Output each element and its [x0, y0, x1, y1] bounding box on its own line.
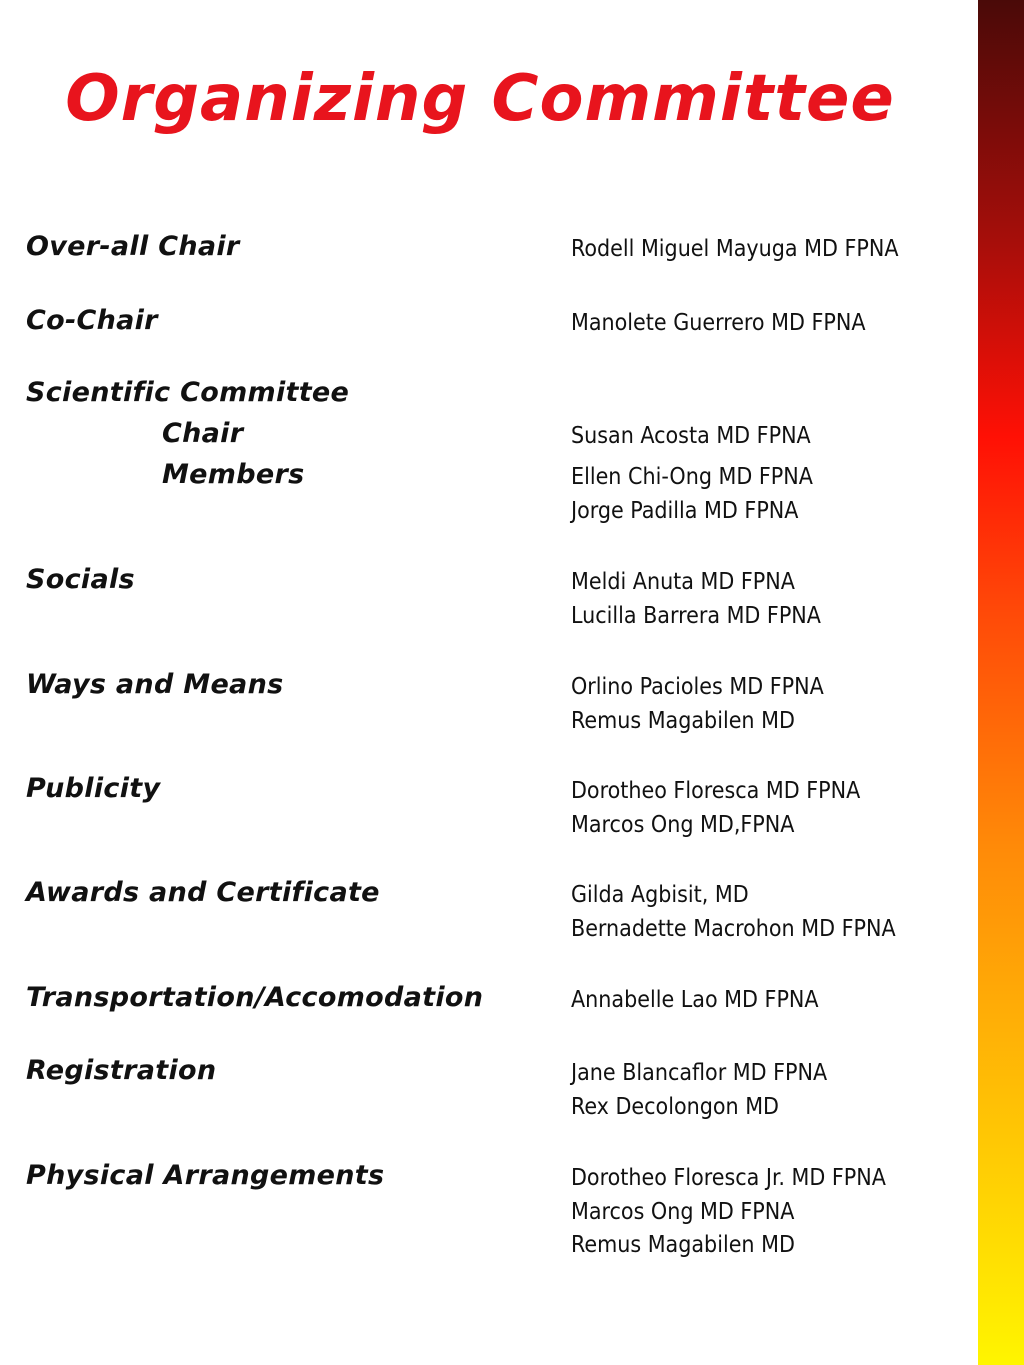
page-title: Organizing Committee	[65, 62, 895, 136]
role-registration: Registration	[26, 1055, 217, 1086]
name-transport-1: Annabelle Lao MD FPNA	[571, 987, 819, 1013]
name-awards-1: Gilda Agbisit, MD	[571, 882, 749, 908]
name-publicity-2: Marcos Ong MD,FPNA	[571, 812, 795, 838]
name-scientific-member-1: Ellen Chi-Ong MD FPNA	[571, 464, 813, 490]
role-physical-arrangements: Physical Arrangements	[26, 1160, 385, 1191]
name-registration-1: Jane Blancaflor MD FPNA	[571, 1060, 828, 1086]
name-physical-1: Dorotheo Floresca Jr. MD FPNA	[571, 1165, 886, 1191]
name-ways-2: Remus Magabilen MD	[571, 708, 795, 734]
role-scientific-committee: Scientific Committee	[26, 377, 350, 408]
role-ways-and-means: Ways and Means	[26, 669, 284, 700]
role-co-chair: Co-Chair	[26, 305, 158, 336]
role-socials: Socials	[26, 564, 135, 595]
name-ways-1: Orlino Pacioles MD FPNA	[571, 674, 824, 700]
name-publicity-1: Dorotheo Floresca MD FPNA	[571, 778, 861, 804]
role-scientific-chair: Chair	[162, 418, 244, 449]
role-scientific-members: Members	[162, 459, 305, 490]
name-scientific-chair: Susan Acosta MD FPNA	[571, 423, 811, 449]
name-socials-2: Lucilla Barrera MD FPNA	[571, 603, 821, 629]
name-awards-2: Bernadette Macrohon MD FPNA	[571, 916, 896, 942]
name-physical-3: Remus Magabilen MD	[571, 1232, 795, 1258]
role-overall-chair: Over-all Chair	[26, 231, 240, 262]
role-publicity: Publicity	[26, 773, 161, 804]
name-scientific-member-2: Jorge Padilla MD FPNA	[571, 498, 799, 524]
name-socials-1: Meldi Anuta MD FPNA	[571, 569, 795, 595]
role-awards: Awards and Certificate	[26, 877, 380, 908]
role-transportation: Transportation/Accomodation	[26, 982, 484, 1013]
name-overall-chair: Rodell Miguel Mayuga MD FPNA	[571, 236, 899, 262]
gradient-side-bar	[978, 0, 1024, 1365]
name-physical-2: Marcos Ong MD FPNA	[571, 1199, 795, 1225]
name-co-chair: Manolete Guerrero MD FPNA	[571, 310, 866, 336]
name-registration-2: Rex Decolongon MD	[571, 1094, 779, 1120]
